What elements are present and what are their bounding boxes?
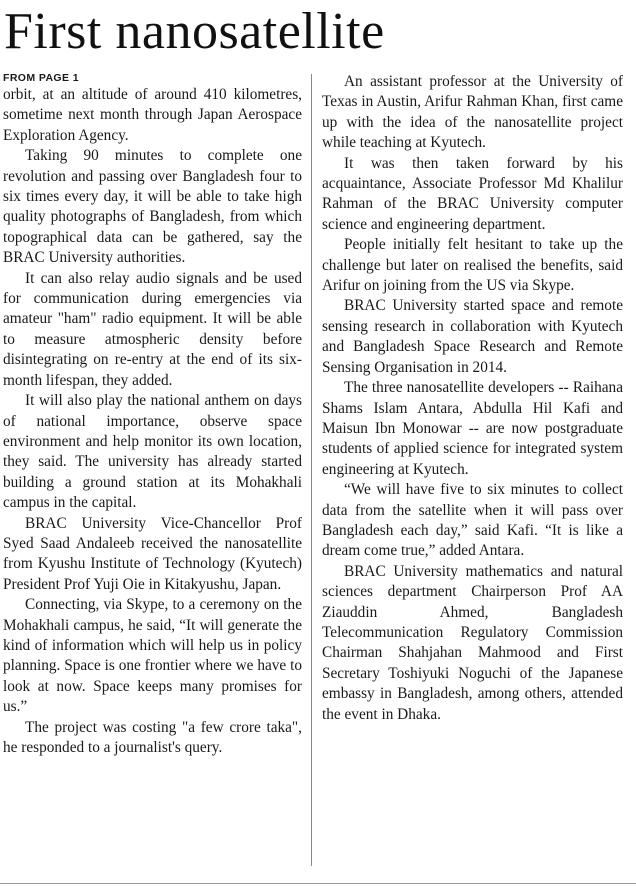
paragraph: Connecting, via Skype, to a ceremony on the Mohakhali campus, he said, “It will generate the kind of information which will help us in policy planning. Space is one frontier where we have to look at now. Space keeps many promises for us.” <box>3 596 302 716</box>
continued-from-label: FROM PAGE 1 <box>3 72 79 84</box>
paragraph: People initially felt hesitant to take up the challenge but later on realised the benefits, said Arifur on joining from the US via Skype. <box>322 236 623 295</box>
paragraph: It was then taken forward by his acquaintance, Associate Professor Md Khalilur Rahman of the BRAC University computer science and engineering department. <box>322 154 623 233</box>
paragraph: BRAC University mathematics and natural sciences department Chairperson Prof AA Ziauddin Ahmed, Bangladesh Telecommunication Regulatory Commission Chairman Shahjahan Mahmood and First Secretary Toshiyuki Noguchi of the Japanese embassy in Bangladesh, among others, attended the event in Dhaka. <box>322 562 623 723</box>
column-divider <box>311 74 312 866</box>
headline: First nanosatellite <box>4 3 385 60</box>
paragraph: The three nanosatellite developers -- Raihana Shams Islam Antara, Abdulla Hil Kafi and Maisun Ibn Monowar -- are now postgraduate students of applied science for integrated system engineering at Kyutech. <box>322 379 623 478</box>
right-column <box>322 72 623 725</box>
paragraph: It will also play the national anthem on days of national importance, observe space environment and help monitor its own location, they said. The university has already started building a ground station at its Mohakhali campus in the capital. <box>3 392 302 512</box>
paragraph: The project was costing "a few crore taka", he responded to a journalist's query. <box>3 718 302 756</box>
bottom-divider <box>0 883 636 884</box>
paragraph: BRAC University Vice-Chancellor Prof Syed Saad Andaleeb received the nanosatellite from Kyushu Institute of Technology (Kyutech) President Prof Yuji Oie in Kitakyushu, Japan. <box>3 514 302 593</box>
paragraph: It can also relay audio signals and be used for communication during emergencies via amateur "ham" radio equipment. It will be able to measure atmospheric density before disintegrating on re-entry at the end of its six-month lifespan, they added. <box>3 269 302 389</box>
paragraph: “We will have five to six minutes to collect data from the satellite when it will pass over Bangladesh each day,” said Kafi. “It is like a dream come true,” added Antara. <box>322 481 623 560</box>
paragraph: orbit, at an altitude of around 410 kilometres, sometime next month through Japan Aerospace Exploration Agency. <box>3 86 302 144</box>
paragraph: Taking 90 minutes to complete one revolution and passing over Bangladesh four to six times every day, it will be able to take high quality photographs of Bangladesh, from which topographical data can be gathered, say the BRAC University authorities. <box>3 147 302 267</box>
paragraph: An assistant professor at the University of Texas in Austin, Arifur Rahman Khan, first came up with the idea of the nanosatellite project while teaching at Kyutech. <box>322 73 623 152</box>
paragraph: BRAC University started space and remote sensing research in collaboration with Kyutech and Bangladesh Space Research and Remote Sensing Organisation in 2014. <box>322 297 623 376</box>
left-column <box>3 72 302 758</box>
